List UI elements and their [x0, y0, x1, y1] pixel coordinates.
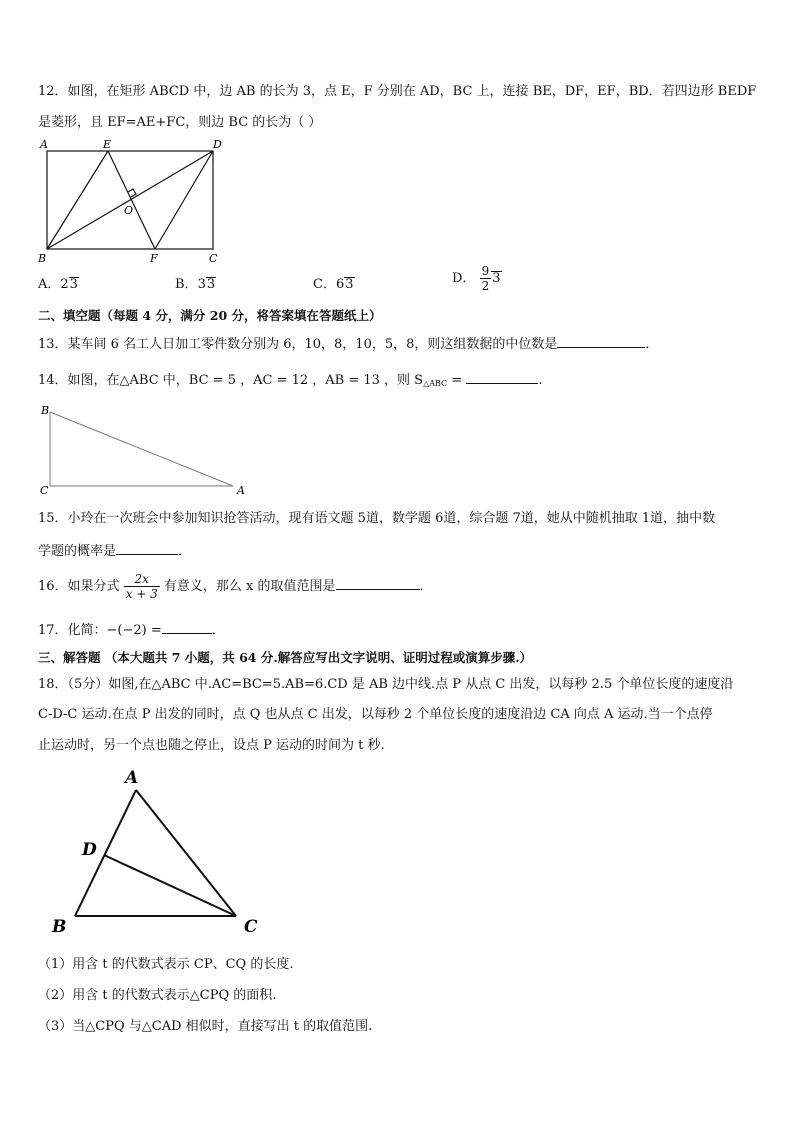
q12-label-f: F: [150, 252, 158, 265]
q18-label-b: B: [52, 917, 67, 937]
q14-label-c: C: [40, 484, 49, 497]
q18-sub1: （1）用含 t 的代数式表示 CP、CQ 的长度.: [38, 957, 294, 972]
q18-label-d: D: [82, 840, 97, 860]
q12-figure: [47, 151, 213, 249]
answer-blank[interactable]: [116, 540, 178, 555]
q14: 14．如图，在△ABC 中，BC = 5 ，AC = 12 ，AB = 13 ，则 $S_{\triangle ABC}$ = .: [38, 369, 542, 393]
q12-option-d: D． $\frac{9}{2}$ 3: [452, 264, 501, 293]
segment-fd: [155, 151, 213, 249]
q12-label-e: E: [103, 138, 112, 151]
segment-ef: [108, 151, 155, 249]
fraction-9-2: $\frac{9}{2}$: [481, 264, 490, 293]
q13: 13．某车间 6 名工人日加工零件数分别为 6，10，8，10，5，8，则这组数据的中位数是 ．: [38, 333, 658, 354]
section-3-heading: 三、解答题 （本大题共 7 小题，共 64 分.解答应写出文字说明、证明过程或演算步骤.）: [38, 650, 533, 665]
q12-label-b: B: [38, 252, 47, 265]
q12-option-a: A．23: [38, 277, 78, 292]
q18-label-c: C: [244, 917, 258, 937]
sqrt-3: 3: [206, 277, 216, 292]
q14-figure: [50, 412, 233, 486]
q18-line3: 止运动时，另一个点也随之停止，设点 P 运动的时间为 t 秒.: [38, 738, 385, 753]
q12-label-o: O: [124, 204, 134, 217]
q16: 16．如果分式 $\frac{2x}{x + 3}$ 有意义，那么 x 的取值范围是 ．: [38, 572, 433, 601]
q18-line1: 18．（5分）如图,在△ABC 中.AC=BC=5.AB=6.CD 是 AB 边中线.点 P 从点 C 出发，以每秒 2.5 个单位长度的速度沿: [38, 677, 734, 692]
q18-sub3: （3）当△CPQ 与△CAD 相似时，直接写出 t 的取值范围.: [38, 1019, 373, 1034]
q18-figure: [75, 790, 236, 916]
q15-line2: 学题的概率是 ．: [38, 540, 191, 561]
q12-label-c: C: [209, 252, 218, 265]
section-2-heading: 二、填空题（每题 4 分，满分 20 分，将答案填在答题纸上）: [38, 308, 382, 323]
segment-ba: [50, 412, 233, 486]
q18-label-a: A: [125, 768, 139, 788]
answer-blank[interactable]: [336, 575, 420, 590]
q12-line2: 是菱形，且 EF=AE+FC，则边 BC 的长为（ ）: [38, 115, 322, 130]
q14-label-b: B: [41, 404, 50, 417]
segment-ac: [136, 790, 236, 916]
q12-line1: 12．如图，在矩形 ABCD 中，边 AB 的长为 3，点 E，F 分别在 AD，BC 上，连接 BE，DF，EF，BD．若四边形 BEDF: [38, 84, 757, 99]
answer-blank[interactable]: [466, 369, 538, 384]
q18-sub2: （2）用含 t 的代数式表示△CPQ 的面积.: [38, 988, 277, 1003]
sqrt-3: 3: [69, 277, 78, 292]
segment-dc: [104, 855, 236, 916]
answer-blank[interactable]: [557, 333, 645, 348]
q14-label-a: A: [237, 484, 245, 497]
q12-option-c: C．63: [313, 277, 354, 292]
q15-line1: 15．小玲在一次班会中参加知识抢答活动，现有语文题 5道，数学题 6道，综合题 7道，她从中随机抽取 1道，抽中数: [38, 511, 716, 526]
segment-bd: [47, 151, 213, 249]
q12-option-b: B．33: [175, 277, 216, 292]
q17: 17．化简：−(−2) = ．: [38, 619, 225, 640]
sqrt-3: 3: [492, 271, 501, 286]
segment-be: [47, 151, 108, 249]
q12-label-a: A: [40, 138, 48, 151]
sqrt-3: 3: [345, 277, 354, 292]
q18-line2: C-D-C 运动.在点 P 出发的同时，点 Q 也从点 C 出发，以每秒 2 个单位长度的速度沿边 CA 向点 A 运动.当一个点停: [38, 707, 713, 722]
answer-blank[interactable]: [162, 619, 212, 634]
q12-label-d: D: [213, 138, 222, 151]
fraction-2x-over-x-plus-3: $\frac{2x}{x + 3}$: [125, 572, 158, 601]
